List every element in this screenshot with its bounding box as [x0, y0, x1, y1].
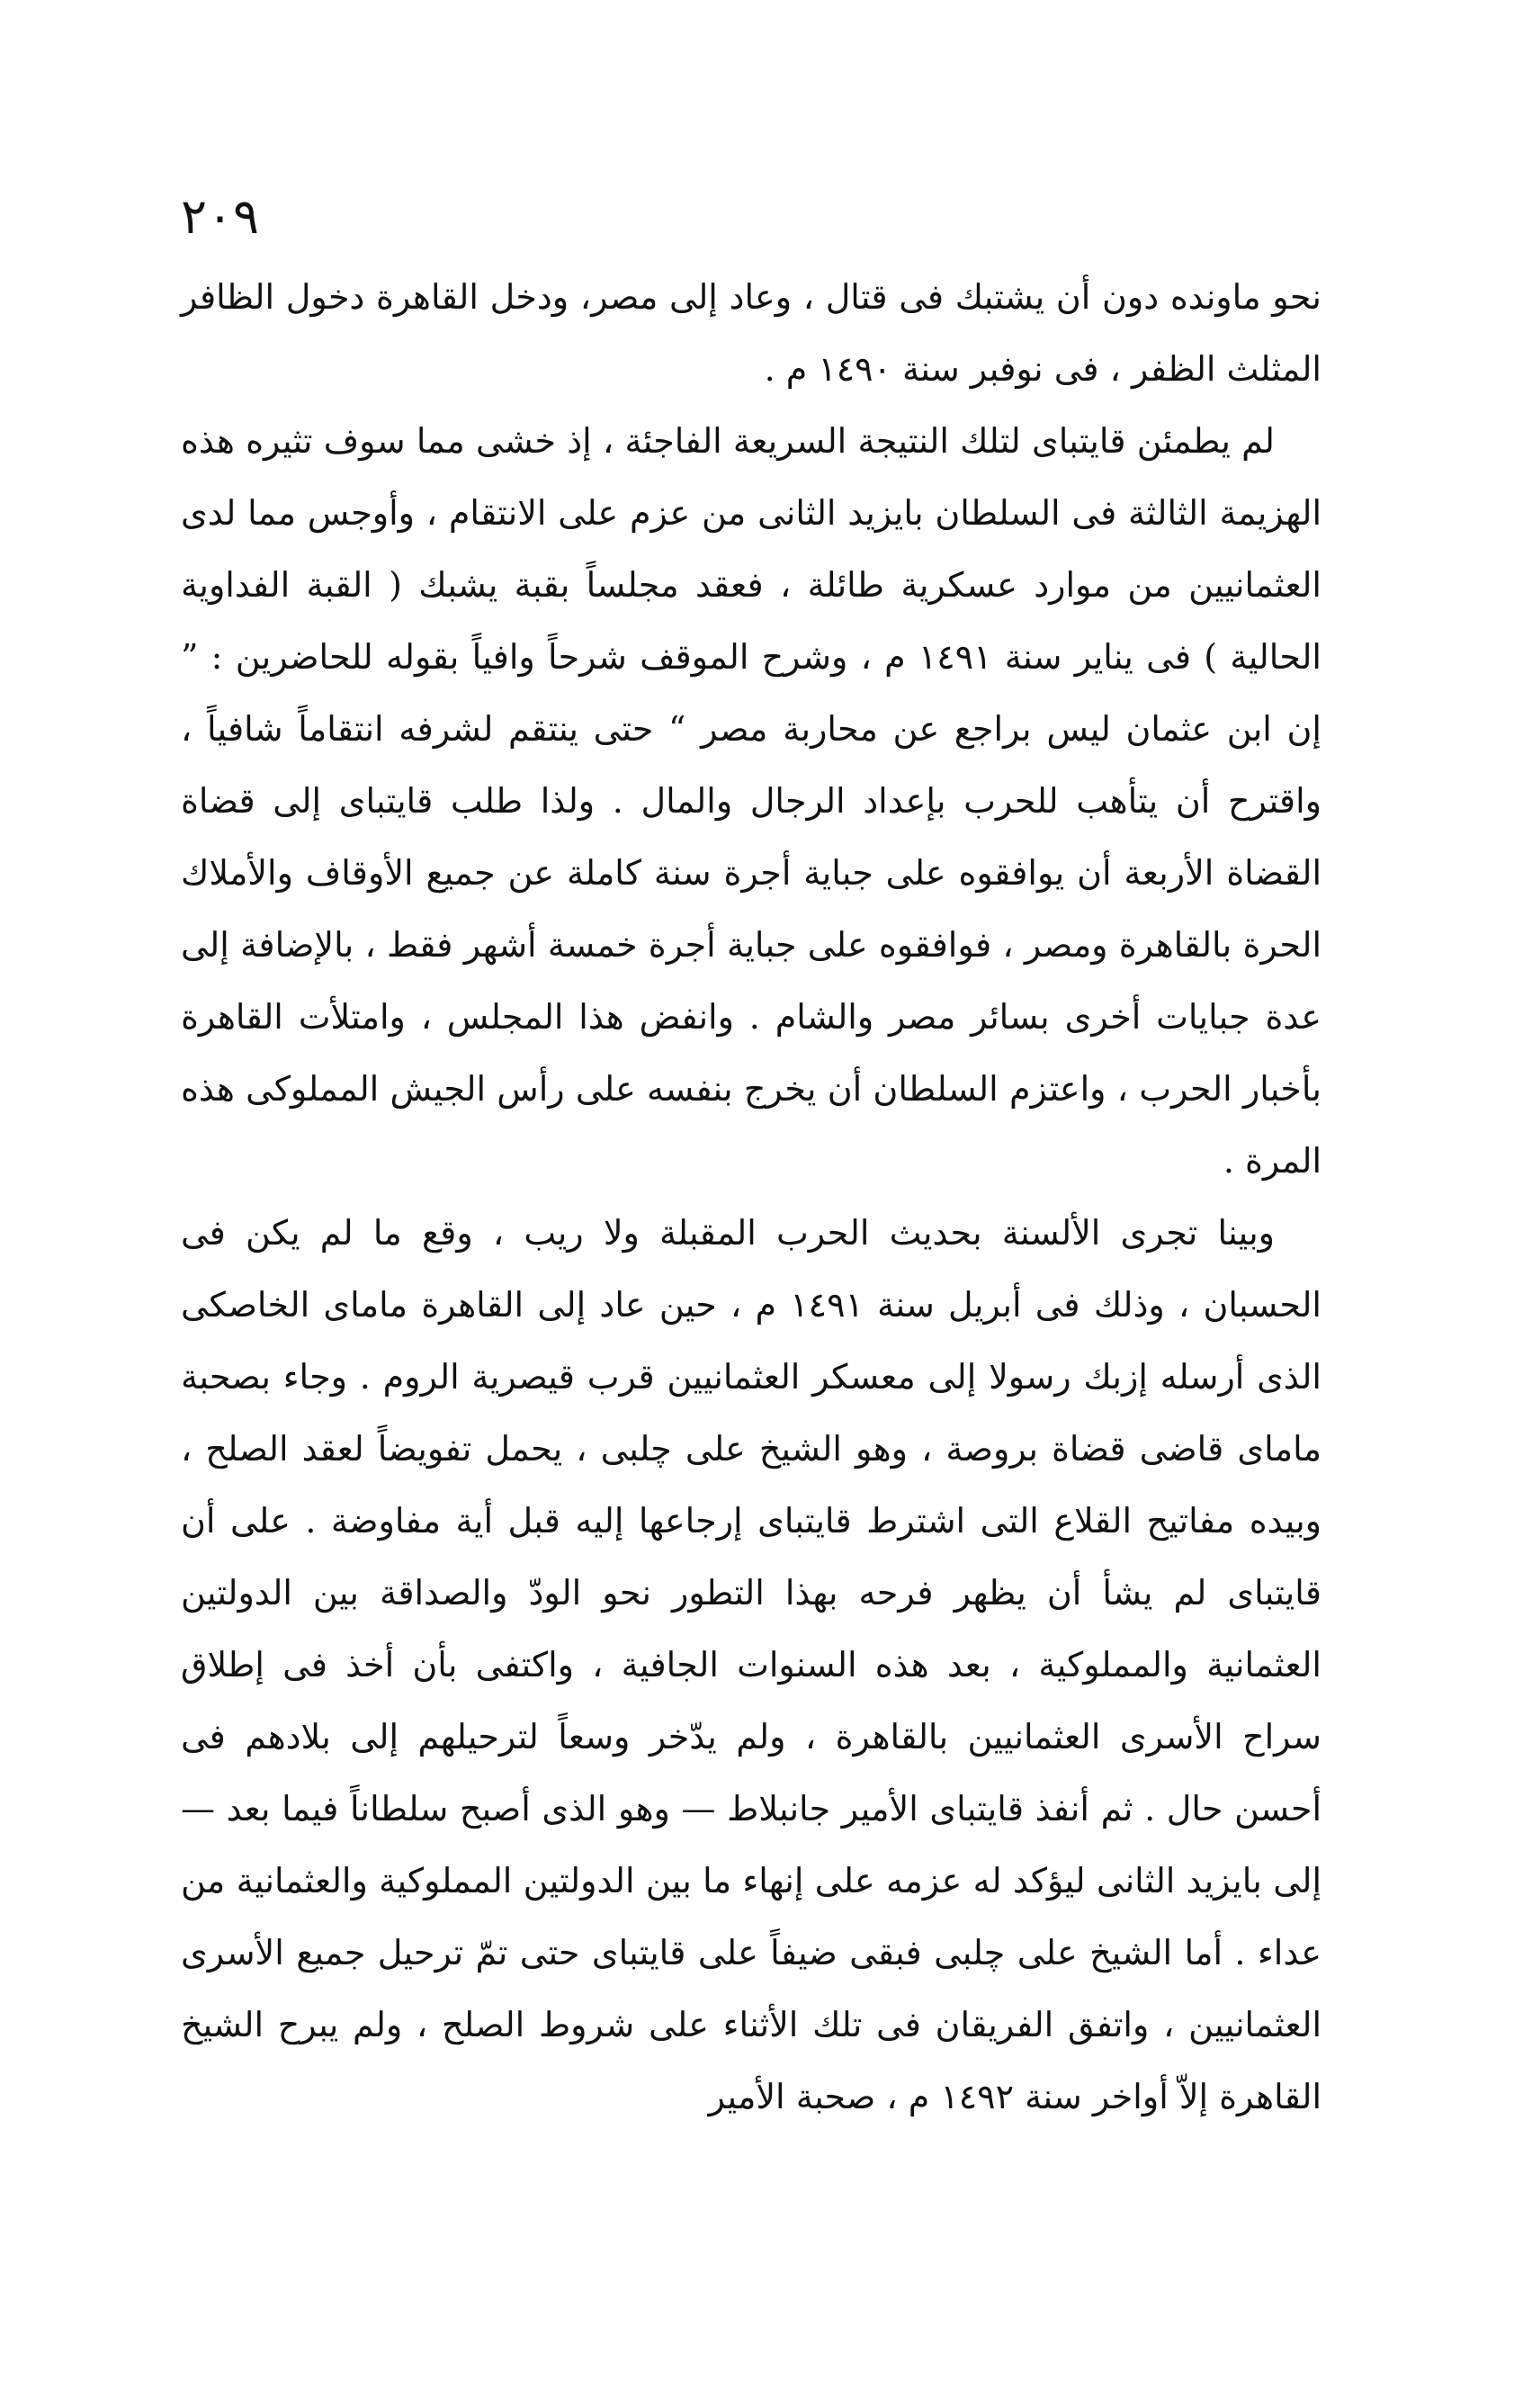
paragraph-3: وبينا تجرى الألسنة بحديث الحرب المقبلة ولا ريب ، وقع ما لم يكن فى الحسبان ، وذلك فى أبريل سنة ١٤٩١ م ، حين عاد إلى القاهرة ماماى الخاصكى الذى أرسله إزبك رسولا إلى معسكر العثمانيين قرب قيصرية الروم . وجاء بصحبة ماماى قاضى قضاة بروصة ، وهو الشيخ على چلبى ، يحمل تفويضاً لعقد الصلح ، وبيده مفاتيح القلاع التى اشترط قايتباى إرجاعها إليه قبل أية مفاوضة . على أن قايتباى لم يشأ أن يظهر فرحه بهذا التطور نحو الودّ والصداقة بين الدولتين العثمانية والمملوكية ، بعد هذه السنوات الجافية ، واكتفى بأن أخذ فى إطلاق سراح الأسرى العثمانيين بالقاهرة ، ولم يدّخر وسعاً لترحيلهم إلى بلادهم فى أحسن حال . ثم أنفذ قايتباى الأمير جانبلاط — وهو الذى أصبح سلطاناً فيما بعد — إلى بايزيد الثانى ليؤكد له عزمه على إنهاء ما بين الدولتين المملوكية والعثمانية من عداء . أما الشيخ على چلبى فبقى ضيفاً على قايتباى حتى تمّ ترحيل جميع الأسرى العثمانيين ، واتفق الفريقان فى تلك الأثناء على شروط الصلح ، ولم يبرح الشيخ القاهرة إلاّ أواخر سنة ١٤٩٢ م ، صحبة الأمير: [181, 1213, 1321, 2116]
paragraph-2: لم يطمئن قايتباى لتلك النتيجة السريعة الفاجئة ، إذ خشى مما سوف تثيره هذه الهزيمة الثالثة فى السلطان بايزيد الثانى من عزم على الانتقام ، وأوجس مما لدى العثمانيين من موارد عسكرية طائلة ، فعقد مجلساً بقبة يشبك ( القبة الفداوية الحالية ) فى يناير سنة ١٤٩١ م ، وشرح الموقف شرحاً وافياً بقوله للحاضرين : ” إن ابن عثمان ليس براجع عن محاربة مصر “ حتى ينتقم لشرفه انتقاماً شافياً ، واقترح أن يتأهب للحرب بإعداد الرجال والمال . ولذا طلب قايتباى إلى قضاة القضاة الأربعة أن يوافقوه على جباية أجرة سنة كاملة عن جميع الأوقاف والأملاك الحرة بالقاهرة ومصر ، فوافقوه على جباية أجرة خمسة أشهر فقط ، بالإضافة إلى عدة جبايات أخرى بسائر مصر والشام . وانفض هذا المجلس ، وامتلأت القاهرة بأخبار الحرب ، واعتزم السلطان أن يخرج بنفسه على رأس الجيش المملوكى هذه المرة .: [181, 421, 1321, 1181]
page-number: ٢٠٩: [180, 188, 259, 245]
page-body: [181, 261, 1321, 2133]
paragraph-1: نحو ماونده دون أن يشتبك فى قتال ، وعاد إلى مصر، ودخل القاهرة دخول الظافر المثلث الظفر ، فى نوفبر سنة ١٤٩٠ م .: [181, 277, 1321, 389]
